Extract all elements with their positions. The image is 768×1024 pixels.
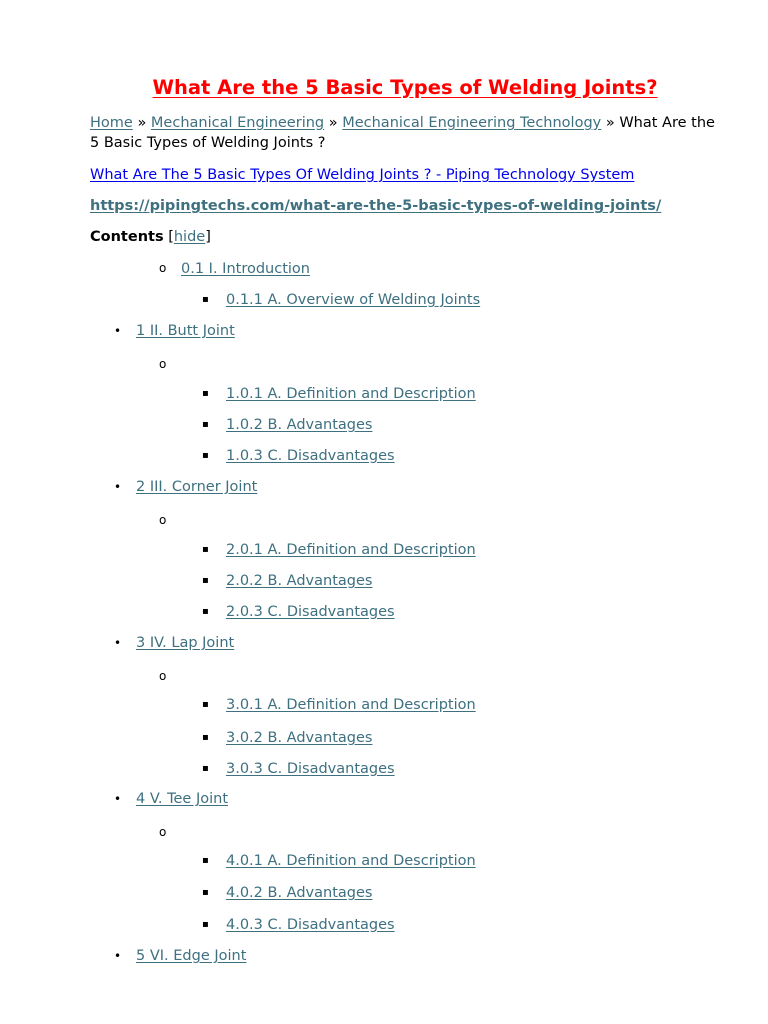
breadcrumb-current: What Are the 5 Basic Types of Welding Joints ? [90, 115, 715, 151]
toc-item [226, 570, 372, 592]
toc-link[interactable]: 1 II. Butt Joint [136, 323, 235, 339]
toc-label: Contents [90, 229, 164, 245]
toc-link[interactable]: 5 VI. Edge Joint [136, 948, 247, 964]
breadcrumb [90, 113, 720, 153]
article-header [90, 76, 720, 258]
toc-link[interactable]: 0.1.1 A. Overview of Welding Joints [226, 292, 481, 308]
source-title-link[interactable]: What Are The 5 Basic Types Of Welding Joints ? - Piping Technology System [90, 167, 635, 183]
breadcrumb-separator: » [137, 115, 147, 131]
toc-item [226, 445, 395, 467]
toc-hide-link[interactable]: hide [173, 229, 206, 245]
toc-link[interactable]: 2 III. Corner Joint [136, 479, 258, 495]
toc-link[interactable]: 4.0.2 B. Advantages [226, 885, 373, 901]
toc-link[interactable]: 3.0.3 C. Disadvantages [226, 761, 395, 777]
breadcrumb-subcategory-link[interactable]: Mechanical Engineering Technology [342, 115, 602, 131]
toc-bracket-open: [ [168, 229, 174, 245]
toc-bullet: o [159, 669, 167, 683]
toc-item [136, 788, 228, 810]
toc-link[interactable]: 2.0.1 A. Definition and Description [226, 542, 476, 558]
toc-link[interactable]: 1.0.3 C. Disadvantages [226, 448, 395, 464]
toc-item [226, 539, 476, 561]
toc-link[interactable]: 0.1 I. Introduction [181, 261, 310, 277]
breadcrumb-home-link[interactable]: Home [90, 115, 133, 131]
source-url-link[interactable]: https://pipingtechs.com/what-are-the-5-basic-types-of-welding-joints/ [90, 198, 662, 214]
toc-item [136, 320, 235, 342]
toc-link[interactable]: 2.0.2 B. Advantages [226, 573, 373, 589]
toc-link[interactable]: 2.0.3 C. Disadvantages [226, 604, 395, 620]
toc-item [226, 383, 476, 405]
breadcrumb-category-link[interactable]: Mechanical Engineering [150, 115, 325, 131]
toc-bullet: o [159, 513, 167, 527]
toc-link[interactable]: 1.0.1 A. Definition and Description [226, 386, 476, 402]
toc-item [226, 414, 372, 436]
page-title: What Are the 5 Basic Types of Welding Joints? [152, 76, 658, 99]
toc-bullet: o [159, 357, 167, 371]
toc-link[interactable]: 4.0.3 C. Disadvantages [226, 917, 395, 933]
toc-item [226, 601, 395, 623]
toc-item [226, 850, 476, 872]
toc-item [226, 727, 372, 749]
toc-header [90, 227, 720, 247]
toc-bracket-close: ] [205, 229, 211, 245]
toc-item [136, 632, 234, 654]
toc-link[interactable]: 3.0.1 A. Definition and Description [226, 697, 476, 713]
toc-link[interactable]: 3.0.2 B. Advantages [226, 730, 373, 746]
breadcrumb-separator: » [605, 115, 615, 131]
breadcrumb-separator: » [328, 115, 338, 131]
toc-link[interactable]: 4.0.1 A. Definition and Description [226, 853, 476, 869]
toc-bullet: o [159, 825, 167, 839]
toc-item [181, 258, 310, 280]
toc-item [226, 914, 395, 936]
toc-item [136, 945, 246, 967]
toc-item [226, 694, 476, 716]
toc-item [136, 476, 257, 498]
toc-item [226, 758, 395, 780]
toc-link[interactable]: 3 IV. Lap Joint [136, 635, 235, 651]
toc-link[interactable]: 1.0.2 B. Advantages [226, 417, 373, 433]
toc-link[interactable]: 4 V. Tee Joint [136, 791, 228, 807]
toc-item [226, 289, 480, 311]
toc-item [226, 882, 372, 904]
